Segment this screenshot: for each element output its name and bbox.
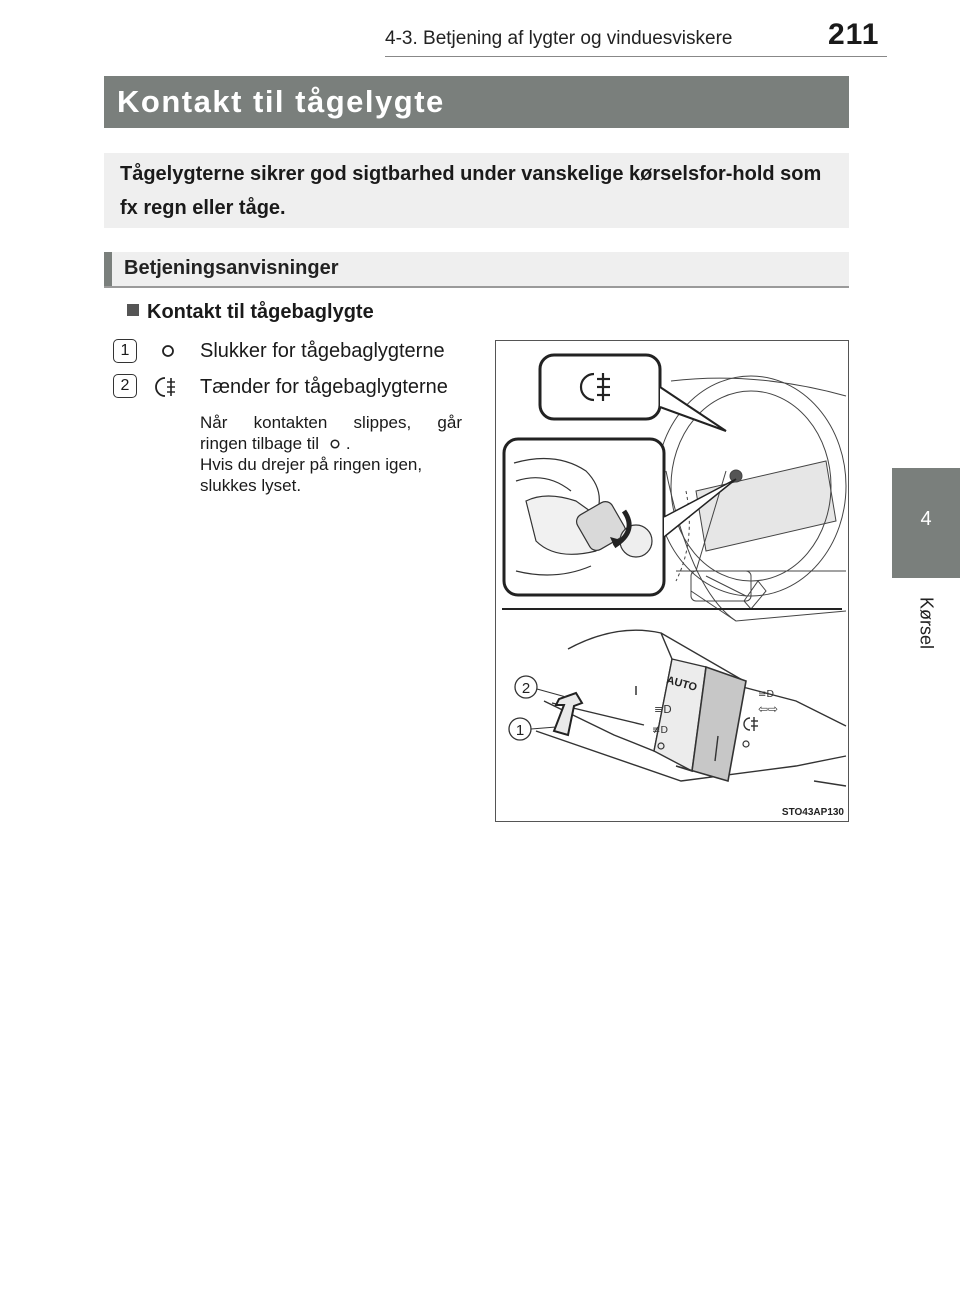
off-circle-icon	[160, 343, 176, 359]
note-line-4: slukkes lyset.	[200, 476, 302, 495]
item-text-2: Tænder for tågebaglygterne	[200, 376, 448, 398]
section-accent	[104, 252, 112, 286]
note-text	[200, 412, 462, 496]
page-number: 211	[828, 18, 880, 51]
callout-1: 1	[515, 722, 525, 739]
note-line-2-end: .	[345, 434, 351, 453]
page-title-bar	[104, 76, 849, 128]
subheading	[127, 301, 374, 324]
illustration-code: STO43AP130	[781, 807, 844, 818]
chapter-label	[895, 588, 957, 658]
item-number-1: 1	[113, 339, 137, 363]
switch-diagram	[496, 341, 848, 821]
headlight-icon: ≡D	[654, 703, 672, 716]
subheading-text: Kontakt til tågebaglygte	[147, 301, 374, 323]
section-heading: Betjeningsanvisninger	[124, 257, 339, 279]
section-heading-bar	[104, 252, 849, 288]
section-header: 4-3. Betjening af lygter og vinduesviskere	[385, 28, 733, 49]
callout-2: 2	[521, 680, 531, 697]
rear-fog-light-icon	[155, 375, 183, 399]
auto-label: AUTO	[665, 674, 699, 694]
header-divider	[385, 56, 887, 57]
chapter-number: 4	[920, 508, 932, 530]
page-title: Kontakt til tågelygte	[117, 84, 445, 119]
off-circle-icon	[324, 438, 346, 450]
intro-box	[104, 153, 849, 228]
chapter-tab	[892, 468, 960, 578]
beam-icon: ≡D	[758, 689, 775, 700]
turn-signal-icon: ⇦⇨	[758, 702, 779, 716]
item-number-2: 2	[113, 374, 137, 398]
item-text-1: Slukker for tågebaglygterne	[200, 340, 445, 362]
note-line-2-start: ringen tilbage til	[200, 434, 320, 453]
front-fog-icon: ≢D	[652, 725, 669, 736]
note-line-1: Når kontakten slippes, går	[200, 413, 462, 432]
square-bullet-icon	[127, 304, 139, 316]
intro-text: Tågelygterne sikrer god sigtbarhed under vanskelige kørselsfor-hold som fx regn eller tåge.	[120, 163, 822, 219]
chapter-label-text: Kørsel	[916, 596, 937, 650]
note-line-3: Hvis du drejer på ringen igen,	[200, 455, 423, 474]
arrow-up-icon	[554, 693, 582, 735]
rear-fog-light-icon	[744, 717, 758, 731]
fog-light-switch-illustration	[495, 340, 849, 822]
